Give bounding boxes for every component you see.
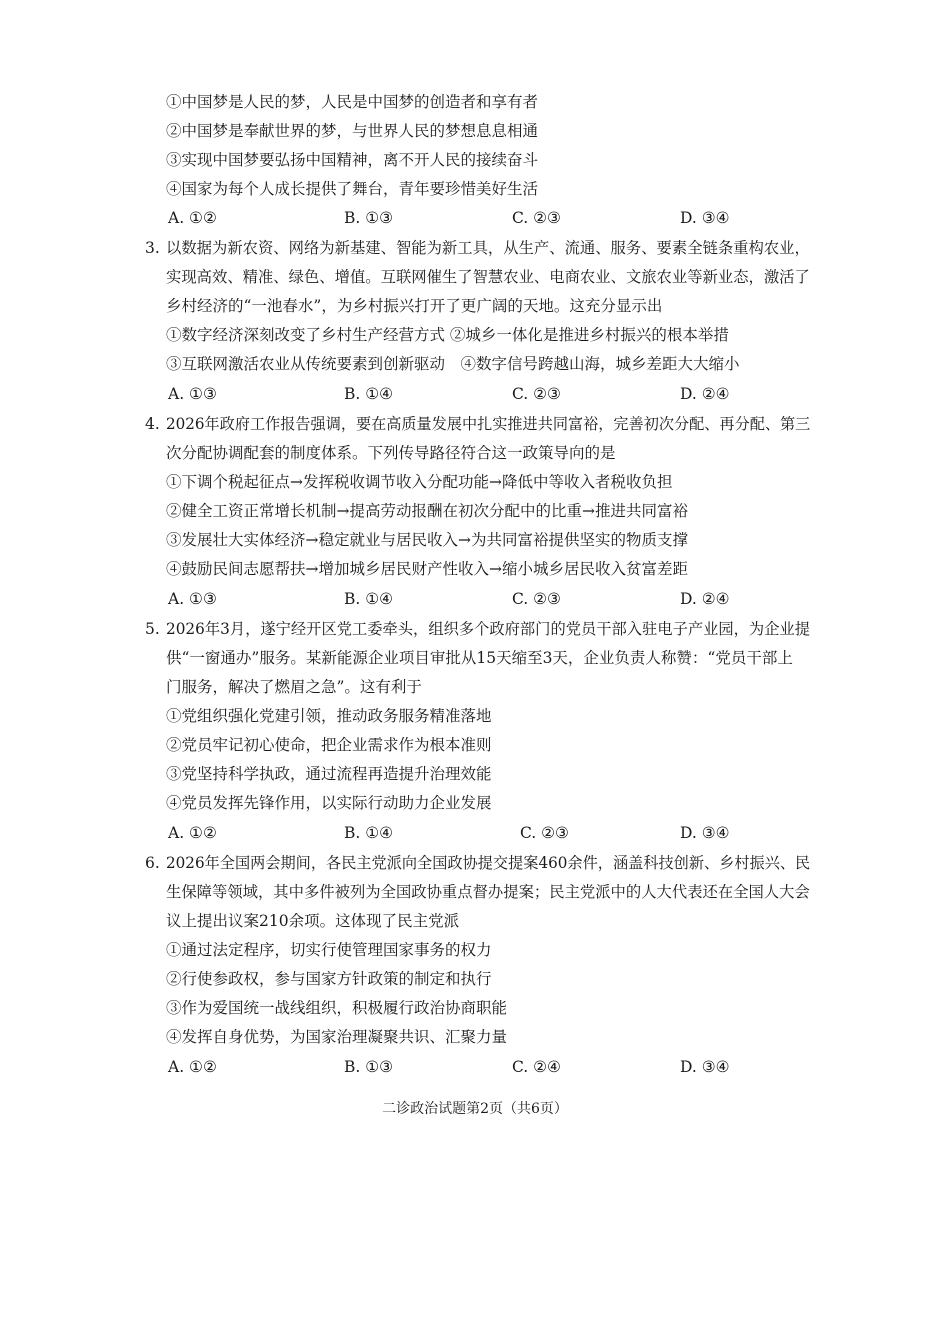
q5-stem-line-1: 2026年3月，遂宁经开区党工委牵头，组织多个政府部门的党员干部入驻电子产业园，为企业提 — [166, 620, 811, 638]
q3-stem-line-3: 乡村经济的“一池春水”，为乡村振兴打开了更广阔的天地。这充分显示出 — [166, 297, 663, 315]
q6-option-c: C. ②④ — [512, 1058, 561, 1076]
q6-option-a: A. ①② — [168, 1058, 217, 1076]
q3-number: 3. — [145, 239, 160, 257]
q2-option-c: C. ②③ — [512, 209, 561, 227]
q5-number: 5. — [145, 620, 160, 638]
q5-stem-line-3: 门服务，解决了燃眉之急”。这有利于 — [166, 678, 422, 696]
q3-option-b: B. ①④ — [344, 385, 394, 403]
q5-item-3: ③党坚持科学执政，通过流程再造提升治理效能 — [166, 765, 492, 783]
q4-item-3: ③发展壮大实体经济→稳定就业与居民收入→为共同富裕提供坚实的物质支撑 — [166, 531, 688, 549]
q5-stem-line-2: 供“一窗通办”服务。某新能源企业项目审批从15天缩至3天，企业负责人称赞：“党员干部上 — [166, 649, 793, 667]
q2-option-b: B. ①③ — [344, 209, 394, 227]
q5-item-1: ①党组织强化党建引领，推动政务服务精准落地 — [166, 707, 492, 725]
page-footer: 二诊政治试题第2页（共6页） — [382, 1101, 568, 1117]
q6-option-b: B. ①③ — [344, 1058, 394, 1076]
q6-number: 6. — [145, 854, 160, 872]
q6-item-2: ②行使参政权，参与国家方针政策的制定和执行 — [166, 970, 492, 988]
q6-stem-line-3: 议上提出议案210余项。这体现了民主党派 — [166, 912, 460, 930]
q3-stem-line-2: 实现高效、精准、绿色、增值。互联网催生了智慧农业、电商农业、文旅农业等新业态，激活了 — [166, 268, 810, 286]
q4-stem-line-1: 2026年政府工作报告强调，要在高质量发展中扎实推进共同富裕，完善初次分配、再分配、第三 — [166, 415, 811, 433]
q6-item-4: ④发挥自身优势，为国家治理凝聚共识、汇聚力量 — [166, 1028, 508, 1046]
q5-option-c: C. ②③ — [520, 824, 569, 842]
q2-option-d: D. ③④ — [680, 209, 730, 227]
q3-option-d: D. ②④ — [680, 385, 730, 403]
q4-number: 4. — [145, 415, 160, 433]
q3-option-a: A. ①③ — [168, 385, 217, 403]
q6-item-1: ①通过法定程序，切实行使管理国家事务的权力 — [166, 941, 492, 959]
q2-item-4: ④国家为每个人成长提供了舞台，青年要珍惜美好生活 — [166, 180, 539, 198]
q6-item-3: ③作为爱国统一战线组织，积极履行政治协商职能 — [166, 999, 508, 1017]
q4-item-4: ④鼓励民间志愿帮扶→增加城乡居民财产性收入→缩小城乡居民收入贫富差距 — [166, 560, 688, 578]
q5-option-b: B. ①④ — [344, 824, 394, 842]
q3-stem-line-1: 以数据为新农资、网络为新基建、智能为新工具，从生产、流通、服务、要素全链条重构农业， — [166, 239, 810, 257]
q6-stem-line-2: 生保障等领域，其中多件被列为全国政协重点督办提案；民主党派中的人大代表还在全国人大会 — [166, 883, 810, 901]
q5-option-d: D. ③④ — [680, 824, 730, 842]
q4-option-c: C. ②③ — [512, 590, 561, 608]
q2-item-3: ③实现中国梦要弘扬中国精神，离不开人民的接续奋斗 — [166, 151, 539, 169]
q5-option-a: A. ①② — [168, 824, 217, 842]
q4-option-d: D. ②④ — [680, 590, 730, 608]
q6-option-d: D. ③④ — [680, 1058, 730, 1076]
q3-items-line-2: ③互联网激活农业从传统要素到创新驱动 ④数字信号跨越山海，城乡差距大大缩小 — [166, 355, 740, 373]
q5-item-4: ④党员发挥先锋作用，以实际行动助力企业发展 — [166, 794, 492, 812]
q4-item-1: ①下调个税起征点→发挥税收调节收入分配功能→降低中等收入者税收负担 — [166, 473, 673, 491]
q5-item-2: ②党员牢记初心使命，把企业需求作为根本准则 — [166, 736, 492, 754]
q4-option-b: B. ①④ — [344, 590, 394, 608]
q4-item-2: ②健全工资正常增长机制→提高劳动报酬在初次分配中的比重→推进共同富裕 — [166, 502, 688, 520]
q3-items-line-1: ①数字经济深刻改变了乡村生产经营方式 ②城乡一体化是推进乡村振兴的根本举措 — [166, 326, 729, 344]
q2-option-a: A. ①② — [168, 209, 217, 227]
q4-stem-line-2: 次分配协调配套的制度体系。下列传导路径符合这一政策导向的是 — [166, 444, 616, 462]
q2-item-1: ①中国梦是人民的梦，人民是中国梦的创造者和享有者 — [166, 93, 539, 111]
q6-stem-line-1: 2026年全国两会期间，各民主党派向全国政协提交提案460余件，涵盖科技创新、乡村振兴、民 — [166, 854, 811, 872]
q3-option-c: C. ②③ — [512, 385, 561, 403]
q2-item-2: ②中国梦是奉献世界的梦，与世界人民的梦想息息相通 — [166, 122, 539, 140]
q4-option-a: A. ①③ — [168, 590, 217, 608]
